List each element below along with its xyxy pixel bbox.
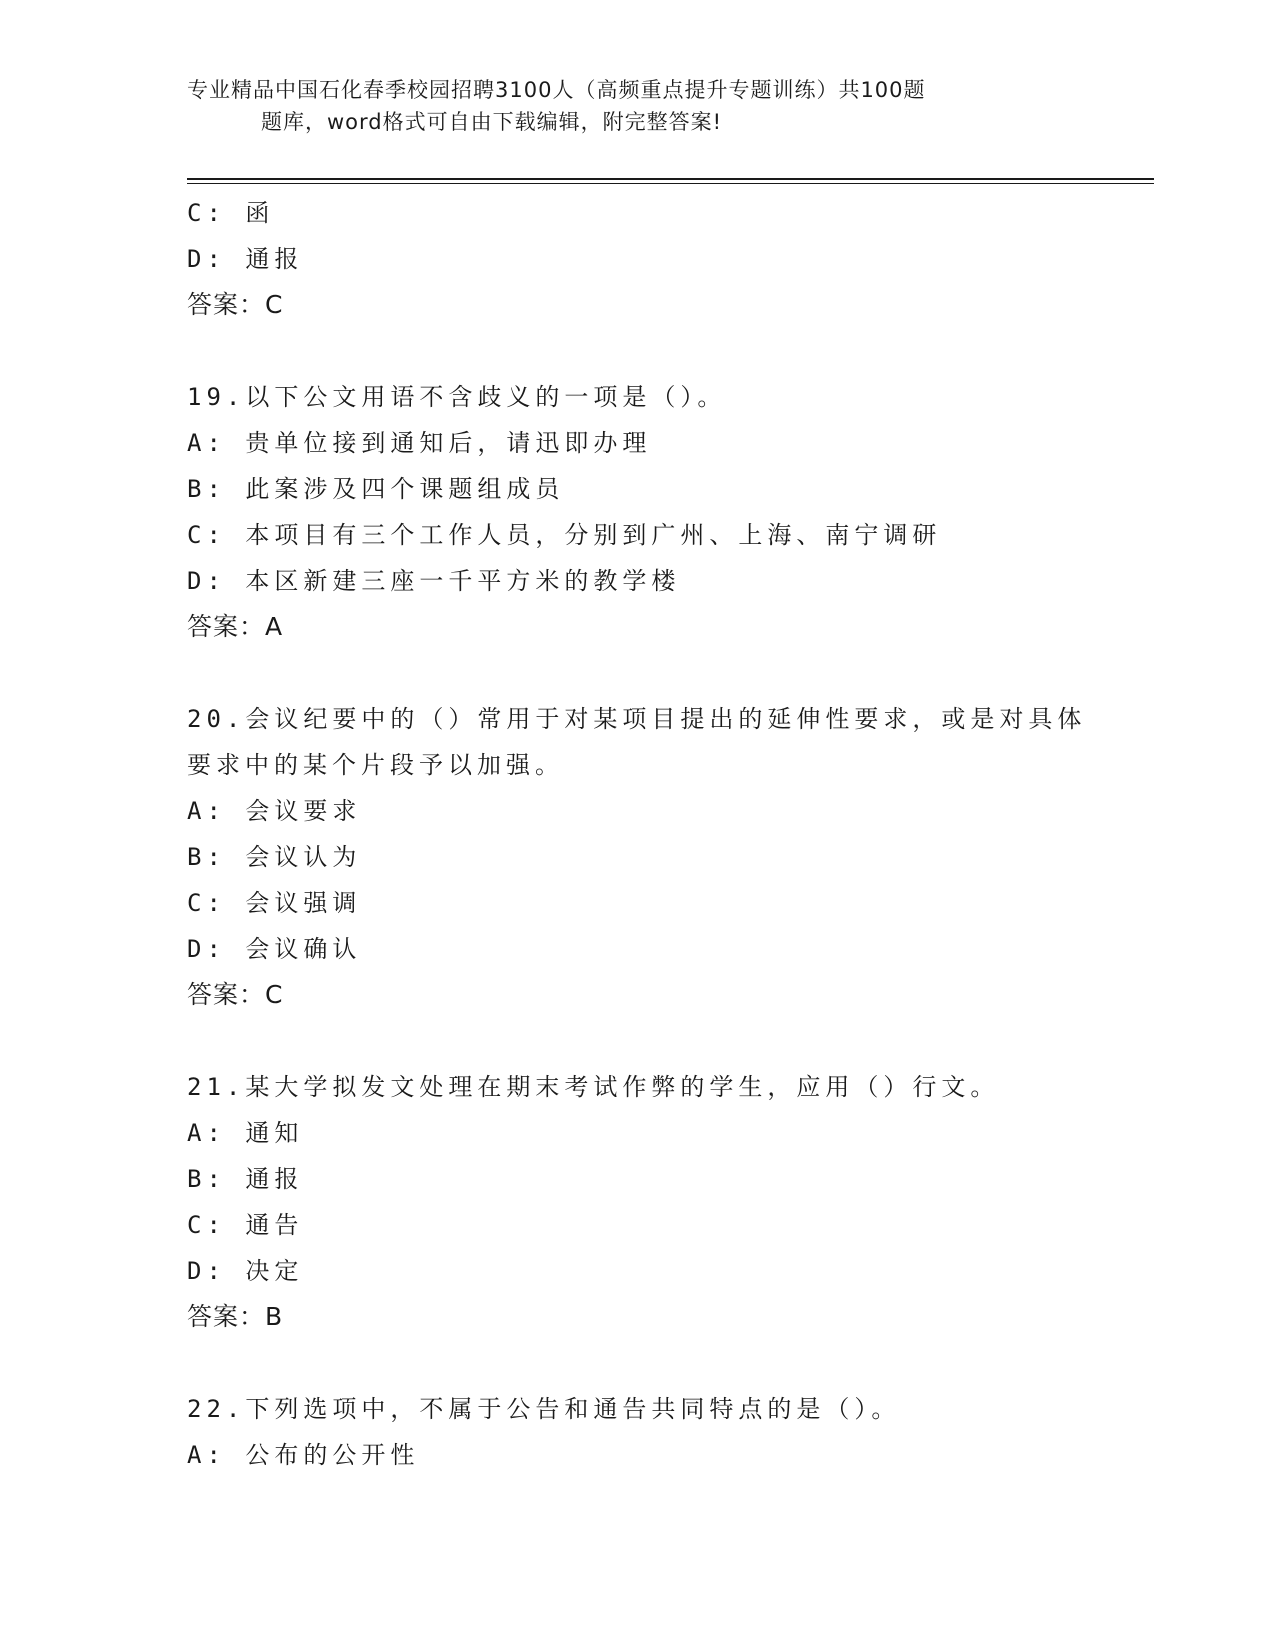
answer-line: 答案：C <box>187 980 284 1009</box>
option-d: D: 决定 <box>187 1257 304 1285</box>
header-divider-thin <box>187 183 1154 184</box>
option-a: A: 贵单位接到通知后，请迅即办理 <box>187 429 652 457</box>
spacer <box>187 1018 1127 1064</box>
option-b: B: 通报 <box>187 1165 304 1193</box>
question-list <box>187 190 1127 1478</box>
spacer <box>187 650 1127 696</box>
option-b: B: 会议认为 <box>187 843 362 871</box>
answer-line: 答案：B <box>187 1302 284 1331</box>
question-stem: 19.以下公文用语不含歧义的一项是（）。 <box>187 383 727 411</box>
question-stem: 21.某大学拟发文处理在期末考试作弊的学生，应用（）行文。 <box>187 1073 1000 1101</box>
answer-line: 答案：C <box>187 290 284 319</box>
question-stem: 20.会议纪要中的（）常用于对某项目提出的延伸性要求，或是对具体 <box>187 705 1087 733</box>
option-c: C: 函 <box>187 199 275 227</box>
question-stem: 22.下列选项中，不属于公告和通告共同特点的是（）。 <box>187 1395 901 1423</box>
header-title-line-2: 题库，word格式可自由下载编辑，附完整答案! <box>261 110 723 134</box>
question-18-continued <box>187 190 1127 328</box>
spacer <box>187 328 1127 374</box>
answer-line: 答案：A <box>187 612 284 641</box>
option-a: A: 公布的公开性 <box>187 1441 420 1469</box>
option-c: C: 通告 <box>187 1211 304 1239</box>
question-19 <box>187 374 1127 650</box>
option-b: B: 此案涉及四个课题组成员 <box>187 475 565 503</box>
option-c: C: 会议强调 <box>187 889 362 917</box>
option-a: A: 通知 <box>187 1119 304 1147</box>
option-d: D: 本区新建三座一千平方米的教学楼 <box>187 567 681 595</box>
header-title-line-1: 专业精品中国石化春季校园招聘3100人（高频重点提升专题训练）共100题 <box>187 78 926 102</box>
header-divider-thick <box>187 178 1154 180</box>
document-header <box>187 74 1047 138</box>
question-stem-continued: 要求中的某个片段予以加强。 <box>187 751 564 779</box>
question-22 <box>187 1386 1127 1478</box>
option-c: C: 本项目有三个工作人员，分别到广州、上海、南宁调研 <box>187 521 942 549</box>
spacer <box>187 1340 1127 1386</box>
option-d: D: 通报 <box>187 245 304 273</box>
option-d: D: 会议确认 <box>187 935 362 963</box>
question-20 <box>187 696 1127 1018</box>
question-21 <box>187 1064 1127 1340</box>
option-a: A: 会议要求 <box>187 797 362 825</box>
